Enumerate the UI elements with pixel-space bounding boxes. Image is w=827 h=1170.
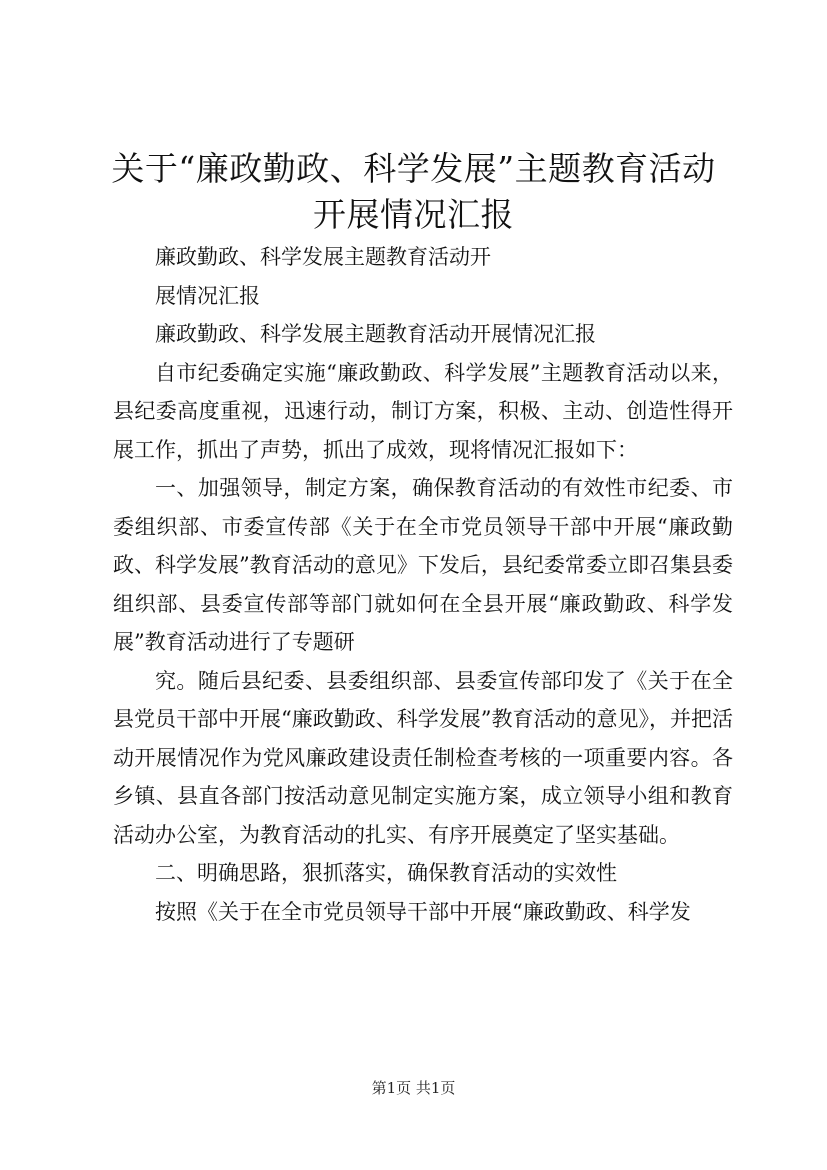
page-footer: 第1页 共1页 [371, 1079, 456, 1097]
paragraph: 自市纪委确定实施“廉政勤政、科学发展”主题教育活动以来，县纪委高度重视，迅速行动，制订方案，积极、主动、创造性得开展工作，抓出了声势，抓出了成效，现将情况汇报如下： [113, 360, 733, 462]
paragraph: 一、加强领导，制定方案，确保教育活动的有效性市纪委、市委组织部、市委宣传部《关于在全市党员领导干部中开展“廉政勤政、科学发展”教育活动的意见》下发后，县纪委常委立即召集县委组织部、县委宣传部等部门就如何在全县开展“廉政勤政、科学发展”教育活动进行了专题研 [113, 476, 733, 654]
paragraph: 廉政勤政、科学发展主题教育活动开 [155, 245, 491, 269]
paragraph: 展情况汇报 [155, 283, 260, 308]
paragraph: 按照《关于在全市党员领导干部中开展“廉政勤政、科学发 [155, 899, 691, 924]
document-body [113, 238, 733, 931]
paragraph: 究。随后县纪委、县委组织部、县委宣传部印发了《关于在全县党员干部中开展“廉政勤政、科学发展”教育活动的意见》，并把活动开展情况作为党风廉政建设责任制检查考核的一项重要内容。各乡镇、县直各部门按活动意见制定实施方案，成立领导小组和教育活动办公室，为教育活动的扎实、有序开展奠定了坚实基础。 [113, 668, 733, 847]
paragraph: 廉政勤政、科学发展主题教育活动开展情况汇报 [155, 322, 596, 346]
paragraph: 二、明确思路，狠抓落实，确保教育活动的实效性 [155, 861, 617, 885]
document-title: 关于“廉政勤政、科学发展”主题教育活动开展情况汇报 [111, 149, 716, 234]
